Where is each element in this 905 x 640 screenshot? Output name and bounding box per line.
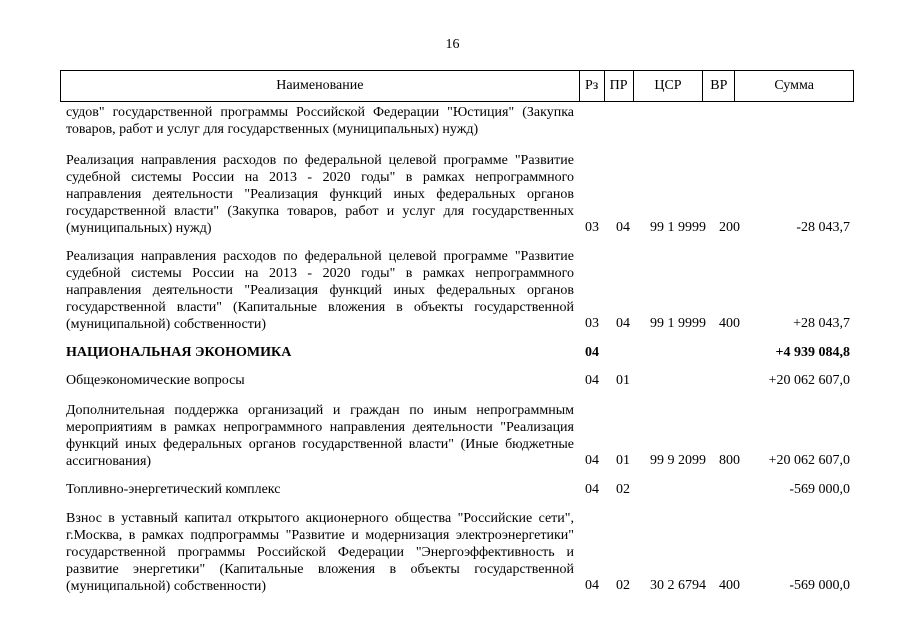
page-number: 16 — [445, 37, 460, 52]
row-pr: 04 — [616, 220, 630, 235]
row-sum: -569 000,0 — [789, 482, 850, 497]
row-vr: 400 — [719, 578, 740, 593]
row-sum: +20 062 607,0 — [768, 453, 850, 468]
row-vr: 400 — [719, 316, 740, 331]
row-pr: 02 — [616, 482, 630, 497]
header-csr: ЦСР — [633, 71, 703, 101]
header-pr: ПР — [604, 71, 633, 101]
row-sum: +28 043,7 — [793, 316, 850, 331]
row-pr: 04 — [616, 316, 630, 331]
row-rz: 04 — [585, 345, 599, 360]
row-name: Общеэкономические вопросы — [66, 373, 245, 388]
header-rz: Рз — [579, 71, 604, 101]
row-name: Реализация направления расходов по федеральной целевой программе "Развитие судебной системы России на 2013 - 2020 годы" в рамках непрограммного направления деятельности "Реализация функций иных федеральных органов государственной власти" (Закупка товаров, работ и услуг для государственных (муниципальных) нужд) — [66, 153, 574, 237]
header-name: Наименование — [276, 78, 364, 93]
row-csr: 99 9 2099 — [650, 453, 706, 468]
row-name: судов" государственной программы Российской Федерации "Юстиция" (Закупка товаров, работ и услуг для государственных (муниципальных) нужд) — [66, 105, 574, 138]
row-name: Топливно-энергетический комплекс — [66, 482, 281, 497]
row-csr: 30 2 6794 — [650, 578, 706, 593]
row-vr: 200 — [719, 220, 740, 235]
row-rz: 03 — [585, 316, 599, 331]
row-sum: -569 000,0 — [789, 578, 850, 593]
row-rz: 04 — [585, 482, 599, 497]
header-vr: ВР — [702, 71, 734, 101]
row-name: Взнос в уставный капитал открытого акционерного общества "Российские сети", г.Москва, в рамках подпрограммы "Развитие и модернизация электроэнергетики" государственной программы Российской Федерации "Энергоэффективность и развитие энергетики" (Капитальные вложения в объекты государственной (муниципальной) собственности) — [66, 511, 574, 595]
row-pr: 01 — [616, 373, 630, 388]
row-sum: +20 062 607,0 — [768, 373, 850, 388]
row-pr: 01 — [616, 453, 630, 468]
row-name: Реализация направления расходов по федеральной целевой программе "Развитие судебной системы России на 2013 - 2020 годы" в рамках непрограммного направления деятельности "Реализация функций иных федеральных органов государственной власти" (Капитальные вложения в объекты государственной (муниципальной) собственности) — [66, 249, 574, 333]
row-vr: 800 — [719, 453, 740, 468]
row-csr: 99 1 9999 — [650, 220, 706, 235]
row-csr: 99 1 9999 — [650, 316, 706, 331]
row-rz: 04 — [585, 453, 599, 468]
row-sum: -28 043,7 — [796, 220, 850, 235]
row-name: Дополнительная поддержка организаций и граждан по иным непрограммным мероприятиям в рамках непрограммного направления деятельности "Реализация функций иных федеральных органов государственной власти" (Иные бюджетные ассигнования) — [66, 403, 574, 470]
header-sum: Сумма — [734, 71, 853, 101]
row-rz: 04 — [585, 373, 599, 388]
row-rz: 04 — [585, 578, 599, 593]
row-rz: 03 — [585, 220, 599, 235]
row-sum: +4 939 084,8 — [775, 345, 850, 360]
row-name: НАЦИОНАЛЬНАЯ ЭКОНОМИКА — [66, 345, 292, 360]
row-pr: 02 — [616, 578, 630, 593]
